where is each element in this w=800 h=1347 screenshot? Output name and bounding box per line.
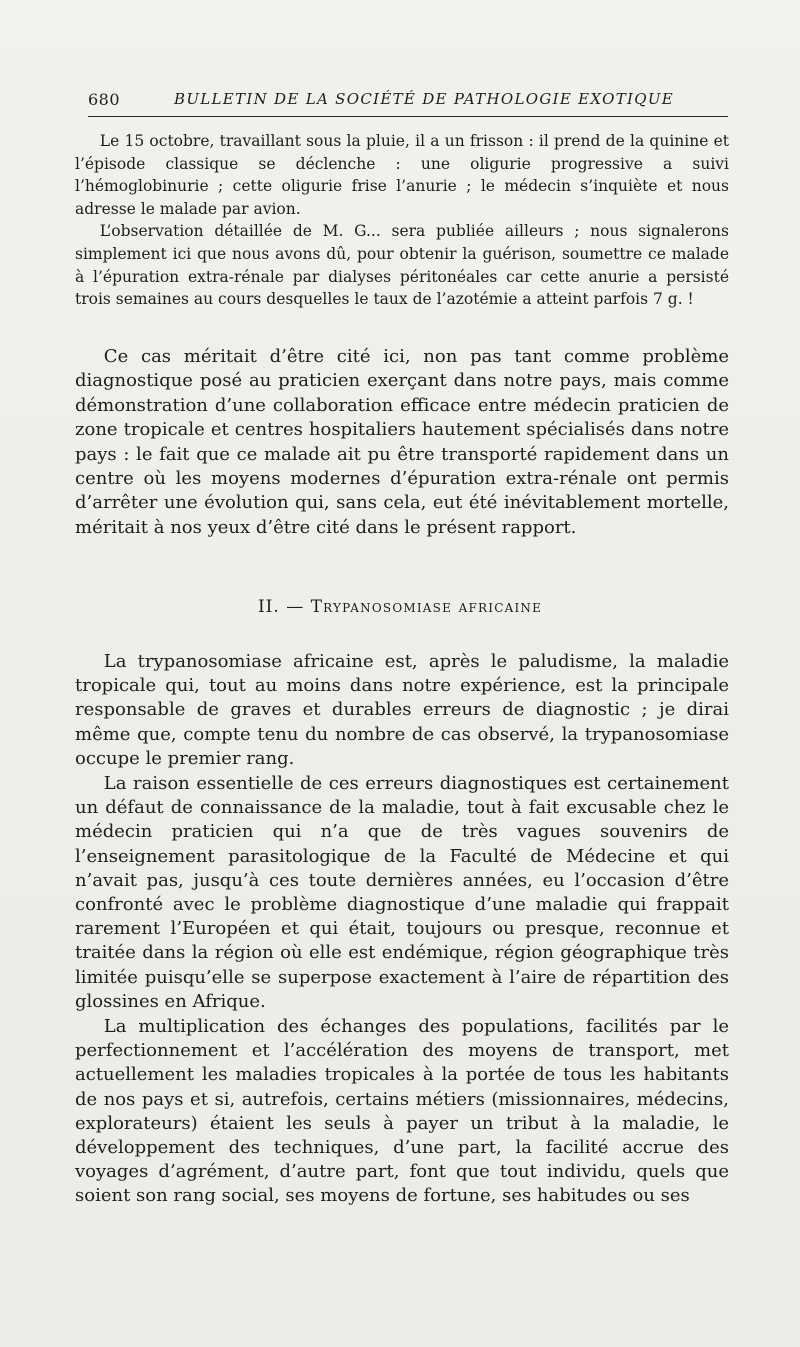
discussion-text	[75, 345, 729, 540]
case-report-text	[75, 130, 729, 311]
paragraph: La multiplication des échanges des populations, facilités par le perfectionnement et l’accélération des moyens de transport, met actuellement les maladies tropicales à la portée de tous les habitants de nos pays et si, autrefois, certains métiers (missionnaires, médecins, explorateurs) étaient les seuls à payer un tribut à la maladie, le développement des techniques, d’une part, la facilité accrue des voyages d’agrément, d’autre part, font que tout individu, quels que soient son rang social, ses moyens de fortune, ses habitudes ou ses	[75, 1016, 729, 1207]
paragraph: La trypanosomiase africaine est, après le paludisme, la maladie tropicale qui, tout au moins dans notre expérience, est la principale responsable de graves et durables erreurs de diagnostic ; je dirai même que, compte tenu du nombre de cas observé, la trypanosomiase occupe le premier rang.	[75, 651, 729, 769]
paragraph: L’observation détaillée de M. G... sera publiée ailleurs ; nous signalerons simplement ici que nous avons dû, pour obtenir la guérison, soumettre ce malade à l’épuration extra-rénale par dialyses péritonéales car cette anurie a persisté trois semaines au cours desquelles le taux de l’azotémie a atteint parfois 7 g. !	[75, 222, 729, 309]
section-dash: —	[286, 597, 305, 617]
running-title: BULLETIN DE LA SOCIÉTÉ DE PATHOLOGIE EXOTIQUE	[174, 90, 675, 108]
section-numeral: II.	[257, 597, 280, 617]
section-body	[75, 650, 729, 1209]
section-heading	[0, 597, 800, 617]
paragraph: Le 15 octobre, travaillant sous la pluie, il a un frisson : il prend de la quinine et l’épisode classique se déclenche : une oligurie progressive a suivi l’hémoglobinurie ; cette oligurie frise l’anurie ; le médecin s’inquiète et nous adresse le malade par avion.	[75, 132, 729, 218]
paragraph: La raison essentielle de ces erreurs diagnostiques est certainement un défaut de connaissance de la maladie, tout à fait excusable chez le médecin praticien qui n’a que de très vagues souvenirs de l’enseignement parasitologique de la Faculté de Médecine et qui n’avait pas, jusqu’à ces toute dernières années, eu l’occasion d’être confronté avec le problème diagnostique d’une maladie qui frappait rarement l’Européen et qui était, toujours ou presque, reconnue et traitée dans la région où elle est endémique, région géographique très limitée puisqu’elle se superpose exactement à l’aire de répartition des glossines en Afrique.	[75, 773, 729, 1012]
paragraph: Ce cas méritait d’être cité ici, non pas tant comme problème diagnostique posé au praticien exerçant dans notre pays, mais comme démonstration d’une collaboration efficace entre médecin praticien de zone tropicale et centres hospitaliers hautement spécialisés dans notre pays : le fait que ce malade ait pu être transporté rapidement dans un centre où les moyens modernes d’épuration extra-rénale ont permis d’arrêter une évolution qui, sans cela, eut été inévitablement mortelle, méritait à nos yeux d’être cité dans le présent rapport.	[75, 346, 729, 538]
section-title: Trypanosomiase africaine	[310, 597, 543, 617]
page-number: 680	[88, 90, 121, 109]
running-header	[88, 90, 728, 117]
